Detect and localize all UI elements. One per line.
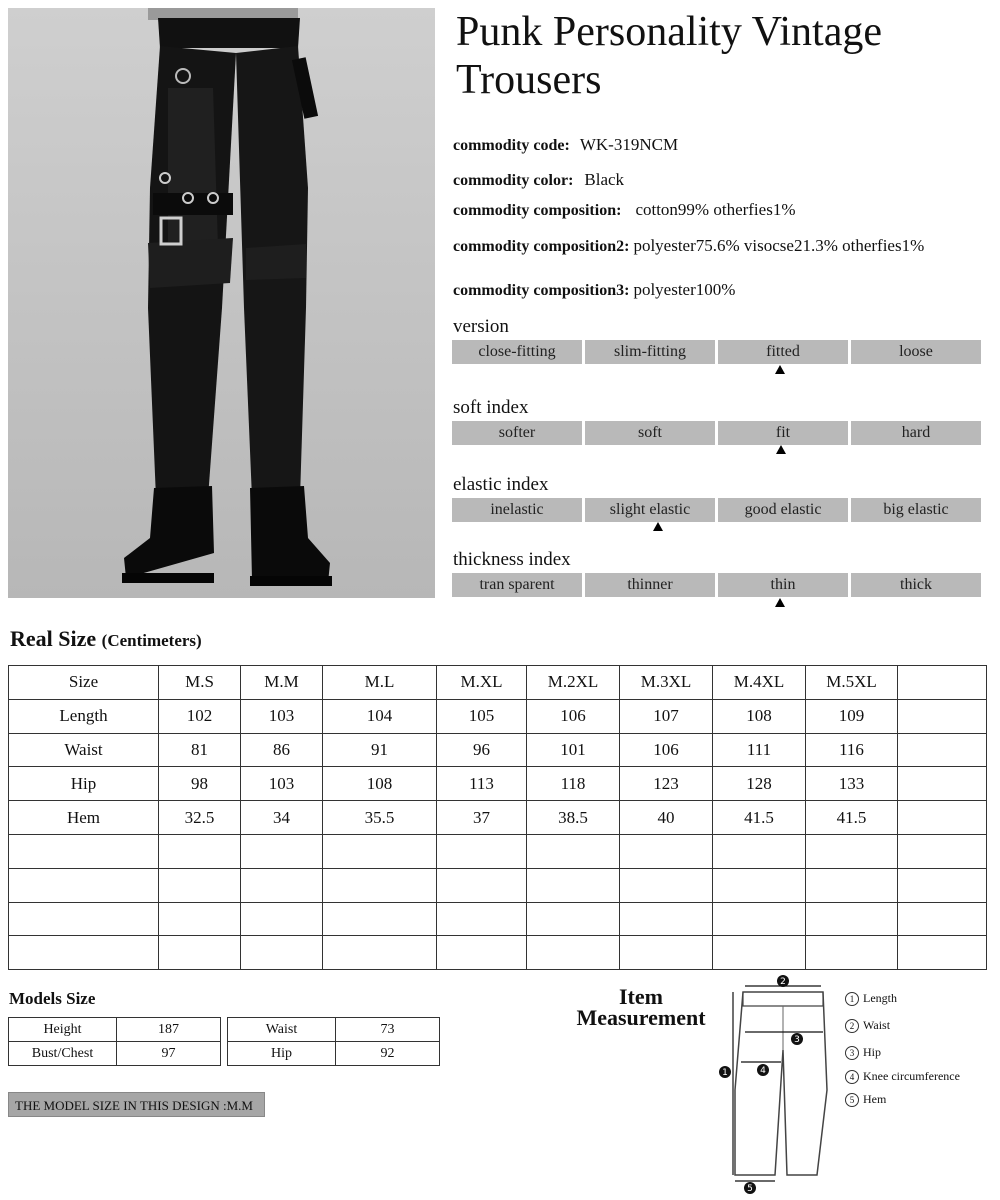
table-cell: 133 [806, 767, 898, 801]
table-cell: M.XL [437, 666, 527, 700]
real-size-heading: Real Size [10, 626, 97, 651]
soft-index-scale [452, 421, 981, 445]
table-cell: 41.5 [713, 801, 806, 835]
table-cell: 118 [527, 767, 620, 801]
table-cell [159, 868, 241, 902]
svg-text:1: 1 [722, 1068, 728, 1078]
table-cell [713, 868, 806, 902]
number-5-icon: 5 [845, 1093, 859, 1107]
number-2-icon: 2 [845, 1019, 859, 1033]
attr-label: commodity composition: [453, 202, 622, 219]
table-cell [898, 936, 987, 970]
table-cell: 109 [806, 699, 898, 733]
soft-option-selected: fit [718, 421, 848, 445]
table-cell: 38.5 [527, 801, 620, 835]
real-size-title [10, 626, 202, 652]
attr-label: commodity composition3: [453, 282, 630, 299]
table-cell [898, 699, 987, 733]
table-cell [898, 902, 987, 936]
trousers-diagram-icon [705, 970, 840, 1195]
version-scale [452, 340, 981, 364]
table-row [9, 1042, 221, 1066]
table-row [9, 733, 987, 767]
table-row [9, 699, 987, 733]
table-cell [898, 801, 987, 835]
thickness-index-title: thickness index [453, 549, 571, 570]
product-title [456, 8, 996, 104]
table-cell: 32.5 [159, 801, 241, 835]
legend-label: Waist [863, 1018, 891, 1032]
svg-text:3: 3 [794, 1035, 800, 1045]
table-cell [620, 902, 713, 936]
table-cell: 116 [806, 733, 898, 767]
version-option: loose [851, 340, 981, 364]
attr-value: WK-319NCM [579, 135, 679, 154]
table-cell [527, 868, 620, 902]
soft-marker-icon [776, 445, 786, 454]
table-cell: M.S [159, 666, 241, 700]
table-cell [806, 868, 898, 902]
table-cell [159, 936, 241, 970]
version-title: version [453, 316, 509, 337]
svg-text:5: 5 [747, 1184, 753, 1194]
number-3-icon: 3 [845, 1046, 859, 1060]
legend-label: Knee circumference [863, 1069, 960, 1083]
table-cell [620, 868, 713, 902]
table-cell [620, 936, 713, 970]
table-cell [898, 868, 987, 902]
svg-text:2: 2 [780, 977, 786, 987]
table-cell [437, 834, 527, 868]
table-cell [898, 733, 987, 767]
table-cell: 86 [241, 733, 323, 767]
table-cell: 105 [437, 699, 527, 733]
table-cell [527, 936, 620, 970]
table-cell [159, 902, 241, 936]
thickness-option: tran sparent [452, 573, 582, 597]
elastic-index-title: elastic index [453, 474, 549, 495]
measurement-legend-1 [845, 991, 897, 1006]
table-cell [323, 936, 437, 970]
row-label-cell: Hip [9, 767, 159, 801]
legend-label: Hem [863, 1092, 887, 1106]
table-row [9, 767, 987, 801]
row-label-cell: Hem [9, 801, 159, 835]
elastic-option: good elastic [718, 498, 848, 522]
table-cell: 81 [159, 733, 241, 767]
size-table [8, 665, 987, 970]
table-cell [620, 834, 713, 868]
version-option: slim-fitting [585, 340, 715, 364]
attr-label: commodity color: [453, 172, 574, 189]
attr-label: commodity composition2: [453, 238, 630, 255]
product-photo [8, 8, 435, 598]
attr-color [453, 170, 624, 190]
table-cell [437, 902, 527, 936]
table-row [9, 936, 987, 970]
table-cell: 35.5 [323, 801, 437, 835]
table-cell: M.2XL [527, 666, 620, 700]
model-measure-value: 187 [117, 1018, 221, 1042]
table-cell: 123 [620, 767, 713, 801]
model-measure-label: Bust/Chest [9, 1042, 117, 1066]
item-measurement-line1: Item [619, 984, 663, 1009]
elastic-option: big elastic [851, 498, 981, 522]
table-cell: 37 [437, 801, 527, 835]
trousers-model-image [8, 8, 435, 598]
model-measure-label: Hip [228, 1042, 336, 1066]
table-cell [323, 868, 437, 902]
row-label-cell: Size [9, 666, 159, 700]
legend-label: Hip [863, 1045, 881, 1059]
table-cell [241, 834, 323, 868]
table-cell: 96 [437, 733, 527, 767]
table-cell [898, 767, 987, 801]
item-measurement-title [556, 986, 726, 1028]
number-4-icon: 4 [845, 1070, 859, 1084]
soft-option: hard [851, 421, 981, 445]
svg-text:4: 4 [760, 1066, 766, 1076]
row-label-cell [9, 902, 159, 936]
table-cell [713, 936, 806, 970]
table-cell [241, 902, 323, 936]
thickness-marker-icon [775, 598, 785, 607]
product-title-line2: Trousers [456, 57, 602, 103]
measurement-legend-3 [845, 1045, 881, 1060]
table-cell: 40 [620, 801, 713, 835]
row-label-cell [9, 868, 159, 902]
attr-value: polyester75.6% visocse21.3% otherfies1% [633, 236, 925, 255]
table-cell: 41.5 [806, 801, 898, 835]
legend-label: Length [863, 991, 897, 1005]
table-cell [527, 902, 620, 936]
table-cell [241, 868, 323, 902]
table-cell: 106 [527, 699, 620, 733]
table-cell [806, 902, 898, 936]
thickness-option-selected: thin [718, 573, 848, 597]
table-row [9, 1018, 221, 1042]
attr-value: cotton99% otherfies1% [635, 200, 796, 219]
table-cell: M.5XL [806, 666, 898, 700]
product-title-line1: Punk Personality Vintage [456, 9, 883, 55]
measurement-legend-5 [845, 1092, 886, 1107]
table-cell [713, 902, 806, 936]
table-row [9, 834, 987, 868]
table-cell [159, 834, 241, 868]
number-1-icon: 1 [845, 992, 859, 1006]
attr-composition2 [453, 236, 924, 256]
version-option-selected: fitted [718, 340, 848, 364]
table-cell [806, 936, 898, 970]
table-row [228, 1018, 440, 1042]
table-cell [241, 936, 323, 970]
table-cell [898, 834, 987, 868]
table-cell: 111 [713, 733, 806, 767]
row-label-cell: Waist [9, 733, 159, 767]
table-cell [437, 868, 527, 902]
item-measurement-line2: Measurement [576, 1005, 706, 1030]
attr-value: Black [584, 170, 625, 189]
table-header-row [9, 666, 987, 700]
attr-value: polyester100% [633, 280, 736, 299]
thickness-option: thick [851, 573, 981, 597]
thickness-index-scale [452, 573, 981, 597]
soft-option: soft [585, 421, 715, 445]
table-cell: 113 [437, 767, 527, 801]
table-cell: 104 [323, 699, 437, 733]
table-cell [323, 902, 437, 936]
soft-index-title: soft index [453, 397, 529, 418]
table-cell: 103 [241, 699, 323, 733]
table-cell: 91 [323, 733, 437, 767]
attr-composition [453, 200, 795, 220]
table-cell: M.M [241, 666, 323, 700]
version-option: close-fitting [452, 340, 582, 364]
model-measure-label: Height [9, 1018, 117, 1042]
elastic-index-scale [452, 498, 981, 522]
measurement-legend-4 [845, 1069, 960, 1084]
models-size-title: Models Size [9, 989, 96, 1008]
table-cell: 102 [159, 699, 241, 733]
measurement-legend-2 [845, 1018, 890, 1033]
table-cell: 101 [527, 733, 620, 767]
attr-label: commodity code: [453, 137, 570, 154]
table-cell [437, 936, 527, 970]
table-cell: 98 [159, 767, 241, 801]
table-cell: 34 [241, 801, 323, 835]
row-label-cell: Length [9, 699, 159, 733]
table-cell: M.L [323, 666, 437, 700]
elastic-option: inelastic [452, 498, 582, 522]
table-cell: 103 [241, 767, 323, 801]
model-measure-value: 73 [336, 1018, 440, 1042]
attr-composition3 [453, 280, 735, 300]
table-cell [806, 834, 898, 868]
table-cell: 128 [713, 767, 806, 801]
table-row [228, 1042, 440, 1066]
attr-code [453, 135, 678, 155]
table-row [9, 902, 987, 936]
soft-option: softer [452, 421, 582, 445]
table-cell [323, 834, 437, 868]
version-marker-icon [775, 365, 785, 374]
table-cell [898, 666, 987, 700]
table-cell: 106 [620, 733, 713, 767]
model-measure-value: 92 [336, 1042, 440, 1066]
table-row [9, 868, 987, 902]
table-cell: 108 [713, 699, 806, 733]
model-size-note: THE MODEL SIZE IN THIS DESIGN :M.M [8, 1092, 265, 1117]
table-cell: 108 [323, 767, 437, 801]
model-measure-value: 97 [117, 1042, 221, 1066]
real-size-unit: (Centimeters) [101, 631, 202, 650]
thickness-option: thinner [585, 573, 715, 597]
table-cell: 107 [620, 699, 713, 733]
elastic-marker-icon [653, 522, 663, 531]
table-cell [527, 834, 620, 868]
models-size-table-right [227, 1017, 440, 1066]
elastic-option-selected: slight elastic [585, 498, 715, 522]
table-cell: M.4XL [713, 666, 806, 700]
models-size-table-left [8, 1017, 221, 1066]
table-cell [713, 834, 806, 868]
row-label-cell [9, 834, 159, 868]
table-cell: M.3XL [620, 666, 713, 700]
model-measure-label: Waist [228, 1018, 336, 1042]
row-label-cell [9, 936, 159, 970]
table-row [9, 801, 987, 835]
